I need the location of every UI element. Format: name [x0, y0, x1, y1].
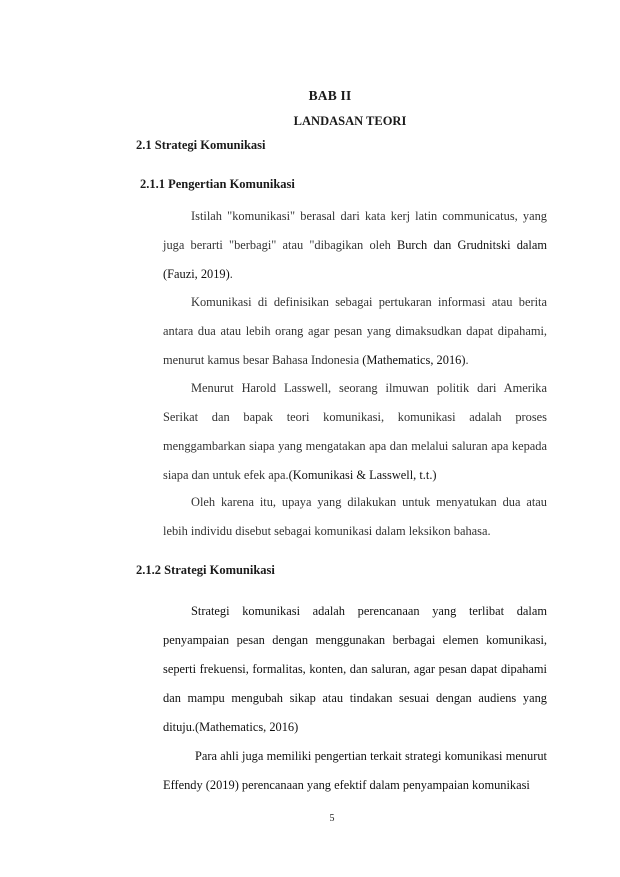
paragraph-effendy [163, 742, 547, 800]
paragraph-text: Istilah "komunikasi" berasal dari kata kerj latin communicatus, yang juga berarti "berbagi" atau "dibagikan oleh [163, 209, 547, 252]
chapter-title: BAB II [308, 88, 352, 103]
paragraph-definition-origin [163, 202, 547, 289]
citation: Burch dan Grudnitski dalam (Fauzi, 2019) [163, 238, 547, 281]
paragraph-text: Oleh karena itu, upaya yang dilakukan untuk menyatukan dua atau lebih individu disebut sebagai komunikasi dalam leksikon bahasa. [163, 495, 547, 538]
paragraph-definition-kbbi [163, 288, 547, 375]
paragraph-text: Komunikasi di definisikan sebagai pertukaran informasi atau berita antara dua atau lebih orang agar pesan yang dimaksudkan dapat dipahami, menurut kamus besar Bahasa Indonesia [163, 295, 547, 367]
paragraph-end: . [465, 353, 469, 367]
paragraph-conclusion [163, 488, 547, 546]
section-heading-2-1-2: 2.1.2 Strategi Komunikasi [136, 563, 275, 577]
section-heading-2-1-1: 2.1.1 Pengertian Komunikasi [140, 177, 295, 191]
paragraph-text: Strategi komunikasi adalah perencanaan yang terlibat dalam penyampaian pesan dengan menggunakan berbagai elemen komunikasi, seperti frekuensi, formalitas, konten, dan saluran, agar pesan dapat dipahami dan mampu mengubah sikap atau tindakan sesuai dengan audiens yang dituju.(Mathematics, 2016) [163, 604, 547, 734]
paragraph-text: Menurut Harold Lasswell, seorang ilmuwan politik dari Amerika Serikat dan bapak teori komunikasi, komunikasi adalah proses menggambarkan siapa yang mengatakan apa dan melalui saluran apa kepada siapa dan untuk efek apa. [163, 381, 547, 482]
paragraph-text: Para ahli juga memiliki pengertian terkait strategi komunikasi menurut Effendy (2019) perencanaan yang efektif dalam penyampaian komunikasi [163, 749, 547, 792]
page-number: 5 [329, 813, 335, 824]
chapter-subtitle: LANDASAN TEORI [293, 114, 407, 128]
citation: (Komunikasi & Lasswell, t.t.) [288, 468, 437, 482]
section-heading-2-1: 2.1 Strategi Komunikasi [136, 138, 266, 152]
paragraph-end: . [229, 267, 233, 281]
paragraph-strategy-definition [163, 597, 547, 742]
citation: (Mathematics, 2016) [362, 353, 466, 367]
paragraph-lasswell [163, 374, 547, 490]
